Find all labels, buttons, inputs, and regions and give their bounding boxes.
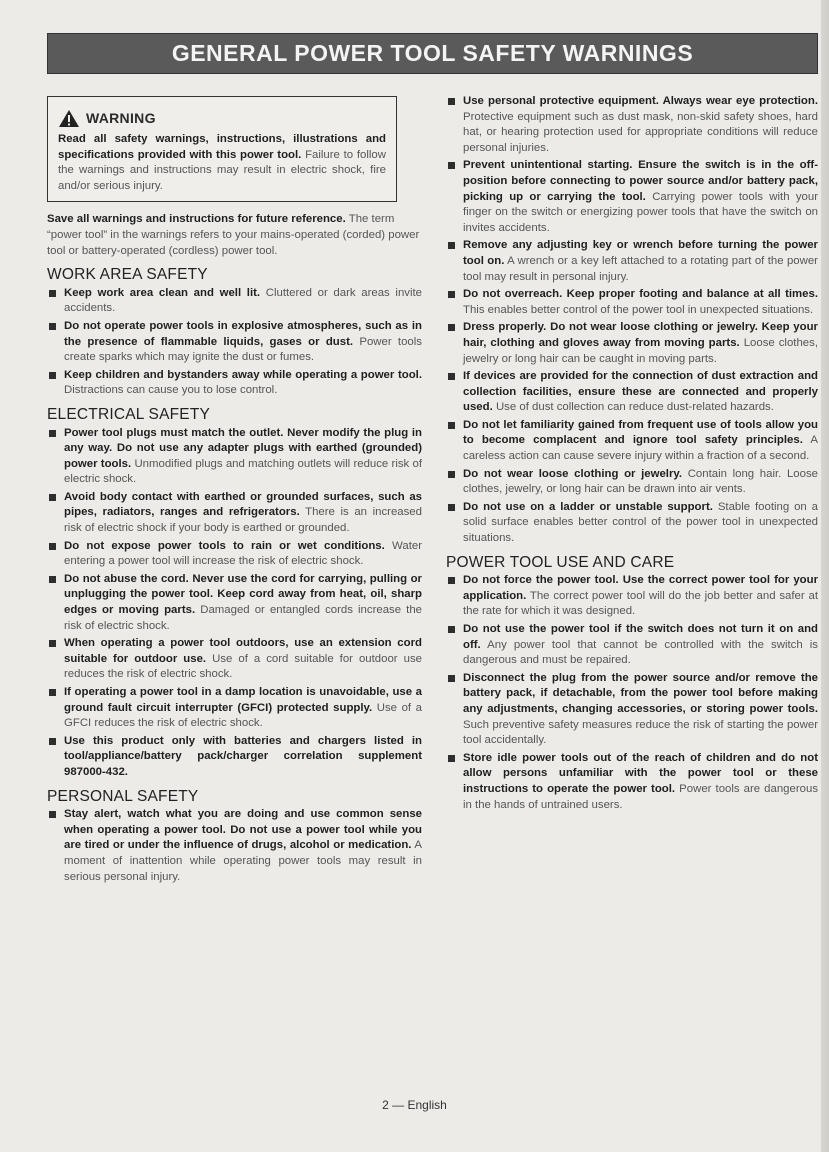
- bullet-icon: [49, 372, 56, 379]
- item-normal: Any power tool that cannot be controlled with the switch is dangerous and must be repaired.: [463, 638, 818, 667]
- item-bold: If operating a power tool in a damp location is unavoidable, use a ground fault circuit interrupter (GFCI) protected supply.: [64, 686, 422, 714]
- bullet-icon: [448, 98, 455, 105]
- intro-paragraph: [47, 212, 422, 259]
- bullet-icon: [448, 242, 455, 249]
- bullet-icon: [49, 430, 56, 437]
- list-item: [446, 418, 818, 465]
- list-item: [446, 573, 818, 620]
- item-bold: Do not wear loose clothing or jewelry.: [463, 467, 683, 480]
- item-normal: Protective equipment such as dust mask, non-skid safety shoes, hard hat, or hearing protection used for appropriate conditions will reduce personal injuries.: [463, 110, 818, 154]
- bullet-icon: [49, 811, 56, 818]
- bullet-icon: [448, 373, 455, 380]
- intro-normal: The term “power tool” in the warnings refers to your mains-operated (corded) power tool or battery-operated (cordless) power tool.: [47, 213, 420, 257]
- bullet-icon: [49, 494, 56, 501]
- item-normal: Use of a GFCI reduces the risk of electric shock.: [64, 701, 422, 730]
- item-normal: Damaged or entangled cords increase the risk of electric shock.: [64, 604, 423, 632]
- item-normal: Use of a cord suitable for outdoor use reduces the risk of electric shock.: [64, 652, 422, 681]
- intro-bold: Save all warnings and instructions for future reference.: [47, 213, 346, 226]
- tool-use-list: [446, 573, 818, 813]
- bullet-icon: [448, 504, 455, 511]
- item-normal: Use of dust collection can reduce dust-related hazards.: [495, 401, 774, 414]
- item-normal: Carrying power tools with your finger on the switch or energizing power tools that have the switch on invites accidents.: [463, 190, 819, 234]
- list-item: [446, 287, 818, 318]
- item-normal: This enables better control of the power tool in unexpected situations.: [463, 303, 814, 316]
- list-item: [446, 238, 818, 285]
- item-bold: Power tool plugs must match the outlet. Never modify the plug in any way. Do not use any adapter plugs with earthed (grounded) power tools.: [64, 426, 422, 470]
- item-bold: Do not force the power tool. Use the correct power tool for your application.: [463, 574, 818, 602]
- item-bold: Do not overreach. Keep proper footing and balance at all times.: [463, 288, 818, 301]
- warning-box: [47, 96, 397, 202]
- item-bold: Keep children and bystanders away while operating a power tool.: [64, 368, 422, 381]
- page-footer: 2 — English: [382, 1098, 447, 1112]
- item-normal: The correct power tool will do the job better and safer at the rate for which it was designed.: [463, 589, 818, 618]
- list-item: [446, 500, 818, 547]
- bullet-icon: [49, 290, 56, 297]
- item-normal: Power tools create sparks which may ignite the dust or fumes.: [64, 335, 422, 364]
- bullet-icon: [448, 577, 455, 584]
- item-normal: Loose clothes, jewelry or long hair can be caught in moving parts.: [463, 336, 818, 365]
- bullet-icon: [448, 324, 455, 331]
- left-column: [47, 94, 422, 887]
- personal-list-left: [47, 807, 422, 885]
- item-bold: Do not abuse the cord. Never use the cord for carrying, pulling or unplugging the power tool. Keep cord away from heat, oil, sharp edges or moving parts.: [64, 572, 422, 617]
- work-area-heading: WORK AREA SAFETY: [47, 266, 208, 284]
- item-normal: Unmodified plugs and matching outlets will reduce risk of electric shock.: [64, 457, 422, 486]
- item-normal: Stable footing on a solid surface enables better control of the power tool in unexpected situations.: [463, 500, 819, 545]
- item-normal: Such preventive safety measures reduce the risk of starting the power tool accidentally.: [463, 718, 818, 747]
- list-item: [446, 320, 818, 367]
- list-item: [47, 807, 422, 885]
- warning-triangle-icon: [58, 109, 80, 128]
- list-item: [47, 636, 422, 683]
- item-bold: Do not expose power tools to rain or wet conditions.: [64, 539, 385, 552]
- electrical-list: [47, 426, 422, 781]
- warning-normal: Failure to follow the warnings and instructions may result in electric shock, fire and/or serious injury.: [58, 148, 386, 192]
- bullet-icon: [448, 471, 455, 478]
- work-area-list: [47, 286, 422, 399]
- title-banner: [47, 33, 818, 74]
- list-item: [446, 369, 818, 416]
- item-normal: Contain long hair. Loose clothes, jewelry, or long hair can be drawn into air vents.: [463, 467, 818, 496]
- electrical-heading: ELECTRICAL SAFETY: [47, 405, 211, 423]
- list-item: [47, 572, 422, 634]
- warning-bold: Read all safety warnings, instructions, illustrations and specifications provided with this power tool.: [58, 133, 386, 161]
- item-bold: Do not use the power tool if the switch does not turn it on and off.: [463, 623, 818, 651]
- warning-text: [58, 132, 386, 194]
- item-bold: Disconnect the plug from the power source and/or remove the battery pack, if detachable, from the power tool before making any adjustments, changing accessories, or storing power tools.: [463, 671, 818, 715]
- list-item: [446, 751, 818, 813]
- bullet-icon: [49, 640, 56, 647]
- bullet-icon: [49, 738, 56, 745]
- list-item: [47, 286, 422, 317]
- list-item: [47, 368, 422, 399]
- bullet-icon: [49, 689, 56, 696]
- item-bold: Remove any adjusting key or wrench before turning the power tool on.: [463, 239, 818, 267]
- item-normal: Power tools are dangerous in the hands of untrained users.: [463, 782, 819, 811]
- item-bold: When operating a power tool outdoors, use an extension cord suitable for outdoor use.: [64, 637, 422, 665]
- item-normal: Water entering a power tool will increase the risk of electric shock.: [64, 539, 423, 568]
- item-normal: A wrench or a key left attached to a rotating part of the power tool may result in personal injury.: [463, 254, 818, 283]
- list-item: [47, 426, 422, 488]
- warning-label: WARNING: [86, 109, 156, 126]
- item-normal: A moment of inattention while operating power tools may result in serious personal injury.: [64, 839, 422, 883]
- item-normal: There is an increased risk of electric shock if your body is earthed or grounded.: [64, 506, 422, 535]
- item-bold: Avoid body contact with earthed or grounded surfaces, such as pipes, radiators, ranges and refrigerators.: [64, 490, 422, 519]
- list-item: [47, 490, 422, 537]
- item-bold: If devices are provided for the connection of dust extraction and collection facilities, ensure these are connected and properly used.: [463, 370, 818, 414]
- list-item: [446, 622, 818, 669]
- item-bold: Store idle power tools out of the reach of children and do not allow persons unfamiliar with the power tool or these instructions to operate the power tool.: [463, 751, 818, 795]
- bullet-icon: [49, 543, 56, 550]
- list-item: [446, 158, 818, 236]
- item-bold: Use personal protective equipment. Always wear eye protection.: [463, 95, 818, 107]
- item-normal: Cluttered or dark areas invite accidents.: [64, 286, 423, 315]
- item-bold: Prevent unintentional starting. Ensure the switch is in the off-position before connecting to power source and/or battery pack, picking up or carrying the tool.: [463, 159, 818, 203]
- list-item: [446, 94, 818, 156]
- list-item: [47, 539, 422, 570]
- bullet-icon: [448, 675, 455, 682]
- page-title: GENERAL POWER TOOL SAFETY WARNINGS: [171, 40, 694, 66]
- item-normal: Distractions can cause you to lose control.: [64, 384, 278, 397]
- item-bold: Do not operate power tools in explosive atmospheres, such as in the presence of flammable liquids, gases or dust.: [64, 319, 422, 348]
- bullet-icon: [49, 323, 56, 330]
- personal-list-right: [446, 94, 818, 547]
- item-bold: Stay alert, watch what you are doing and use common sense when operating a power tool. Do not use a power tool while you are tired or under the influence of drugs, alcohol or medication.: [64, 808, 422, 852]
- tool-use-heading: POWER TOOL USE AND CARE: [446, 553, 675, 571]
- list-item: [446, 671, 818, 749]
- bullet-icon: [448, 755, 455, 762]
- list-item: [47, 685, 422, 732]
- list-item: [446, 467, 818, 498]
- item-bold: Use this product only with batteries and chargers listed in tool/appliance/battery pack/charger correlation supplement 987000-432.: [64, 734, 422, 778]
- right-column: [446, 94, 818, 815]
- bullet-icon: [49, 576, 56, 583]
- item-bold: Keep work area clean and well lit.: [64, 286, 261, 299]
- bullet-icon: [448, 291, 455, 298]
- bullet-icon: [448, 162, 455, 169]
- warning-header: [58, 109, 386, 128]
- bullet-icon: [448, 626, 455, 633]
- page-edge: [821, 0, 829, 1152]
- item-bold: Do not use on a ladder or unstable support.: [463, 500, 713, 513]
- list-item: [47, 734, 422, 781]
- item-bold: Dress properly. Do not wear loose clothing or jewelry. Keep your hair, clothing and gloves away from moving parts.: [463, 321, 818, 349]
- personal-heading: PERSONAL SAFETY: [47, 787, 199, 805]
- item-bold: Do not let familiarity gained from frequent use of tools allow you to become complacent and ignore tool safety principles.: [463, 418, 818, 447]
- list-item: [47, 319, 422, 366]
- item-normal: A careless action can cause severe injury within a fraction of a second.: [463, 434, 818, 463]
- bullet-icon: [448, 422, 455, 429]
